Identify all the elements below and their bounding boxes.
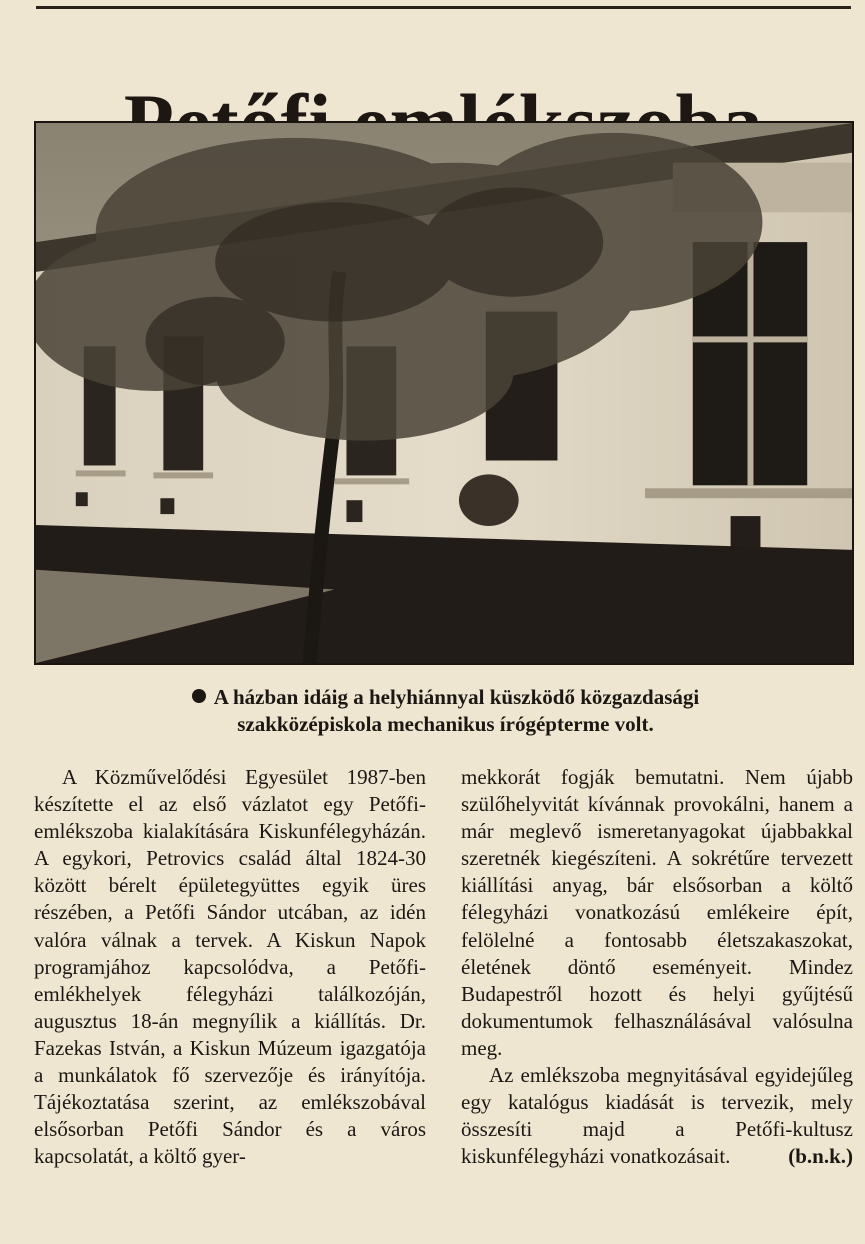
article-photo bbox=[34, 121, 854, 665]
caption-bullet-icon bbox=[192, 689, 206, 703]
top-rule bbox=[36, 6, 851, 9]
house-photo-illustration bbox=[36, 123, 852, 663]
author-signature: (b.n.k.) bbox=[788, 1144, 853, 1169]
photo-caption bbox=[40, 684, 851, 738]
article-column-right bbox=[461, 764, 853, 1170]
left-column-text: A Közművelődési Egyesület 1987-ben készítette el az első vázlatot egy Petőfi-emlékszoba kialakítására Kiskunfélegyházán. A egykori, Petrovics család által 1824-30 között bérelt épületegyüttes egyik üres részében, a Petőfi Sándor utcában, az idén valóra válnak a tervek. A Kiskun Napok programjához kapcsolódva, a Petőfi-emlékhelyek félegyházi találkozóján, augusztus 18-án megnyílik a kiállítás. Dr. Fazekas István, a Kiskun Múzeum igazgatója a munkálatok fő szervezője és irányítója. Tájékoztatása szerint, az emlékszobával elsősorban Petőfi Sándor és a város kapcsolatát, a költő gyer- bbox=[34, 765, 426, 1169]
article-column-left bbox=[34, 764, 426, 1170]
caption-line-1: A házban idáig a helyhiánnyal küszködő közgazdasági bbox=[213, 685, 700, 709]
right-column-paragraph-2-text: Az emlékszoba megnyitásával egyidejűleg egy katalógus kiadását is tervezik, mely összesíti majd a Petőfi-kultusz kiskunfélegyházi vonatkozásait. bbox=[461, 1063, 853, 1169]
right-column-paragraph-2 bbox=[461, 1062, 853, 1170]
caption-line-2: szakközépiskola mechanikus írógépterme volt. bbox=[237, 712, 654, 736]
right-column-paragraph-1: mekkorát fogják bemutatni. Nem újabb szülőhelyvitát kívánnak provokálni, hanem a már meglevő ismeretanyagokat újabbakkal szeretnék kiegészíteni. A sokrétűre tervezett kiállítási anyag, bár elsősorban a költő félegyházi vonatkozású emlékeire épít, felölelné a fontosabb életszakaszokat, életének döntő eseményeit. Mindez Budapestről hozott és helyi gyűjtésű dokumentumok felhasználásával valósulna meg. bbox=[461, 765, 853, 1060]
